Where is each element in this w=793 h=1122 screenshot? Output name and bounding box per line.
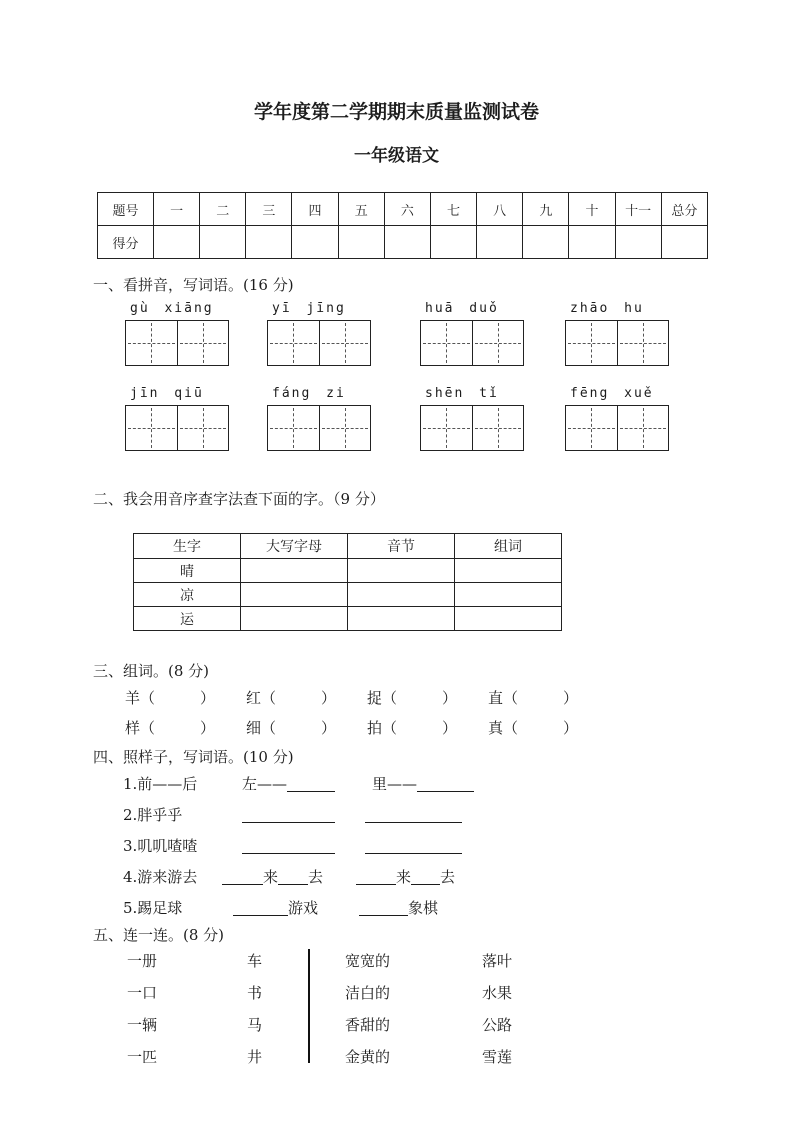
writing-cell — [566, 321, 617, 365]
score-table-col: 七 — [430, 193, 476, 226]
matching-area — [0, 951, 793, 1067]
lookup-empty-cell — [348, 583, 455, 607]
pinyin-label: huā duǒ — [425, 301, 499, 316]
lookup-header-char: 生字 — [134, 534, 241, 559]
pinyin-label: jīn qiū — [130, 386, 204, 401]
pinyin-row-1 — [125, 301, 793, 366]
lookup-empty-cell — [241, 607, 348, 631]
pattern-prompt: 里—— — [372, 775, 418, 793]
answer-blank — [411, 870, 440, 885]
match-noun-right: 雪莲 — [482, 1048, 513, 1066]
word-building-entry: 红（ ） — [246, 689, 337, 707]
lookup-table — [133, 533, 562, 631]
section1-heading: 一、看拼音，写词语。(16 分) — [93, 276, 294, 294]
score-cell — [338, 226, 384, 259]
word-building-row-2 — [125, 717, 793, 739]
score-table-col: 十一 — [615, 193, 661, 226]
word-building-entry: 羊（ ） — [125, 689, 216, 707]
writing-cell — [421, 406, 472, 450]
score-cell — [615, 226, 661, 259]
word-building-entry: 细（ ） — [246, 719, 337, 737]
pattern-example: 1.前——后 — [123, 775, 198, 793]
writing-cell — [177, 406, 229, 450]
match-noun-left: 井 — [247, 1048, 263, 1066]
match-row — [127, 1015, 793, 1035]
match-adjective: 金黄的 — [345, 1048, 391, 1066]
writing-cell — [472, 321, 524, 365]
score-table-col: 四 — [292, 193, 338, 226]
score-cell — [569, 226, 615, 259]
answer-blank — [359, 901, 408, 916]
writing-grid — [125, 320, 229, 366]
word-building-entry: 捉（ ） — [367, 689, 458, 707]
pattern-item-2 — [123, 805, 793, 825]
pattern-word-qu: 去 — [440, 868, 456, 886]
answer-blank — [233, 901, 288, 916]
lookup-row — [134, 559, 562, 583]
score-table-col: 一 — [154, 193, 200, 226]
lookup-char: 凉 — [134, 583, 241, 607]
pinyin-block — [267, 301, 371, 366]
writing-cell — [617, 406, 669, 450]
score-cell — [384, 226, 430, 259]
pattern-item-5 — [123, 898, 793, 918]
score-cell — [661, 226, 707, 259]
pattern-word-lai: 来 — [396, 868, 412, 886]
answer-blank — [287, 777, 335, 792]
lookup-empty-cell — [241, 583, 348, 607]
lookup-row — [134, 607, 562, 631]
pattern-word-qu: 去 — [308, 868, 324, 886]
score-cell — [200, 226, 246, 259]
writing-cell — [319, 321, 371, 365]
section4-heading: 四、照样子，写词语。(10 分) — [93, 748, 294, 766]
score-cell — [430, 226, 476, 259]
pattern-item-1 — [123, 774, 793, 794]
match-noun-right: 公路 — [482, 1016, 513, 1034]
score-table-col: 三 — [246, 193, 292, 226]
pattern-word: 游戏 — [288, 899, 319, 917]
lookup-row — [134, 583, 562, 607]
match-adjective: 宽宽的 — [345, 952, 391, 970]
lookup-table-header-row — [134, 534, 562, 559]
lookup-empty-cell — [455, 559, 562, 583]
pinyin-block — [420, 301, 524, 366]
pinyin-label: fáng zi — [272, 386, 346, 401]
writing-cell — [617, 321, 669, 365]
score-cell — [523, 226, 569, 259]
pinyin-block — [267, 386, 371, 451]
pattern-item-4 — [123, 867, 793, 887]
writing-grid — [565, 320, 669, 366]
pinyin-label: shēn tǐ — [425, 386, 499, 401]
score-table — [97, 192, 708, 259]
score-table-col: 九 — [523, 193, 569, 226]
pinyin-block — [565, 301, 669, 366]
answer-blank — [365, 808, 462, 823]
match-noun-left: 车 — [247, 952, 263, 970]
lookup-char: 晴 — [134, 559, 241, 583]
pinyin-label: yī jīng — [272, 301, 346, 316]
match-adjective: 洁白的 — [345, 984, 391, 1002]
pinyin-block — [125, 386, 229, 451]
answer-blank — [222, 870, 263, 885]
writing-cell — [126, 406, 177, 450]
pattern-example: 5.踢足球 — [123, 899, 183, 917]
writing-cell — [319, 406, 371, 450]
word-building-entry: 拍（ ） — [367, 719, 458, 737]
score-table-col: 六 — [384, 193, 430, 226]
pattern-word-lai: 来 — [263, 868, 279, 886]
pattern-example: 2.胖乎乎 — [123, 806, 183, 824]
score-table-question-label: 题号 — [98, 193, 154, 226]
writing-cell — [421, 321, 472, 365]
lookup-empty-cell — [455, 583, 562, 607]
lookup-header-word: 组词 — [455, 534, 562, 559]
match-adjective: 香甜的 — [345, 1016, 391, 1034]
lookup-empty-cell — [348, 607, 455, 631]
score-table-header-row — [98, 193, 708, 226]
lookup-char: 运 — [134, 607, 241, 631]
lookup-empty-cell — [455, 607, 562, 631]
page-subtitle: 一年级语文 — [354, 146, 439, 166]
section5-heading: 五、连一连。(8 分) — [93, 926, 225, 944]
matching-divider-line — [308, 949, 310, 1063]
section3-heading: 三、组词。(8 分) — [93, 662, 210, 680]
writing-grid — [420, 320, 524, 366]
match-measure-word: 一匹 — [127, 1048, 158, 1066]
answer-blank — [242, 839, 335, 854]
lookup-header-syllable: 音节 — [348, 534, 455, 559]
match-noun-left: 书 — [247, 984, 263, 1002]
word-building-row-1 — [125, 687, 793, 709]
score-table-col: 十 — [569, 193, 615, 226]
score-cell — [292, 226, 338, 259]
writing-grid — [267, 320, 371, 366]
lookup-empty-cell — [241, 559, 348, 583]
pinyin-row-2 — [125, 386, 793, 451]
writing-cell — [472, 406, 524, 450]
score-cell — [154, 226, 200, 259]
match-noun-right: 落叶 — [482, 952, 513, 970]
pattern-word: 象棋 — [408, 899, 439, 917]
pinyin-block — [565, 386, 669, 451]
writing-grid — [267, 405, 371, 451]
answer-blank — [278, 870, 308, 885]
score-table-col: 二 — [200, 193, 246, 226]
answer-blank — [365, 839, 462, 854]
word-building-entry: 真（ ） — [488, 719, 579, 737]
lookup-header-capital: 大写字母 — [241, 534, 348, 559]
score-table-score-label: 得分 — [98, 226, 154, 259]
lookup-empty-cell — [348, 559, 455, 583]
score-table-score-row — [98, 226, 708, 259]
score-cell — [246, 226, 292, 259]
pinyin-label: zhāo hu — [570, 301, 644, 316]
writing-cell — [177, 321, 229, 365]
score-cell — [477, 226, 523, 259]
answer-blank — [242, 808, 335, 823]
match-measure-word: 一辆 — [127, 1016, 158, 1034]
pattern-prompt: 左—— — [242, 775, 288, 793]
pinyin-label: gù xiāng — [130, 301, 214, 316]
score-table-col: 总分 — [661, 193, 707, 226]
section2-heading: 二、我会用音序查字法查下面的字。（9 分） — [93, 490, 385, 508]
pattern-example: 4.游来游去 — [123, 868, 198, 886]
score-table-col: 五 — [338, 193, 384, 226]
writing-grid — [125, 405, 229, 451]
word-building-entry: 直（ ） — [488, 689, 579, 707]
writing-cell — [268, 406, 319, 450]
answer-blank — [356, 870, 396, 885]
match-noun-right: 水果 — [482, 984, 513, 1002]
match-row — [127, 983, 793, 1003]
match-noun-left: 马 — [247, 1016, 263, 1034]
match-measure-word: 一口 — [127, 984, 158, 1002]
match-row — [127, 951, 793, 971]
writing-grid — [565, 405, 669, 451]
word-building-entry: 样（ ） — [125, 719, 216, 737]
writing-cell — [566, 406, 617, 450]
pinyin-label: fēng xuě — [570, 386, 654, 401]
answer-blank — [417, 777, 474, 792]
pattern-example: 3.叽叽喳喳 — [123, 837, 198, 855]
pinyin-block — [125, 301, 229, 366]
pattern-item-3 — [123, 836, 793, 856]
writing-grid — [420, 405, 524, 451]
writing-cell — [268, 321, 319, 365]
pinyin-block — [420, 386, 524, 451]
match-row — [127, 1047, 793, 1067]
writing-cell — [126, 321, 177, 365]
page-title: 学年度第二学期期末质量监测试卷 — [253, 101, 539, 123]
match-measure-word: 一册 — [127, 952, 158, 970]
score-table-col: 八 — [477, 193, 523, 226]
